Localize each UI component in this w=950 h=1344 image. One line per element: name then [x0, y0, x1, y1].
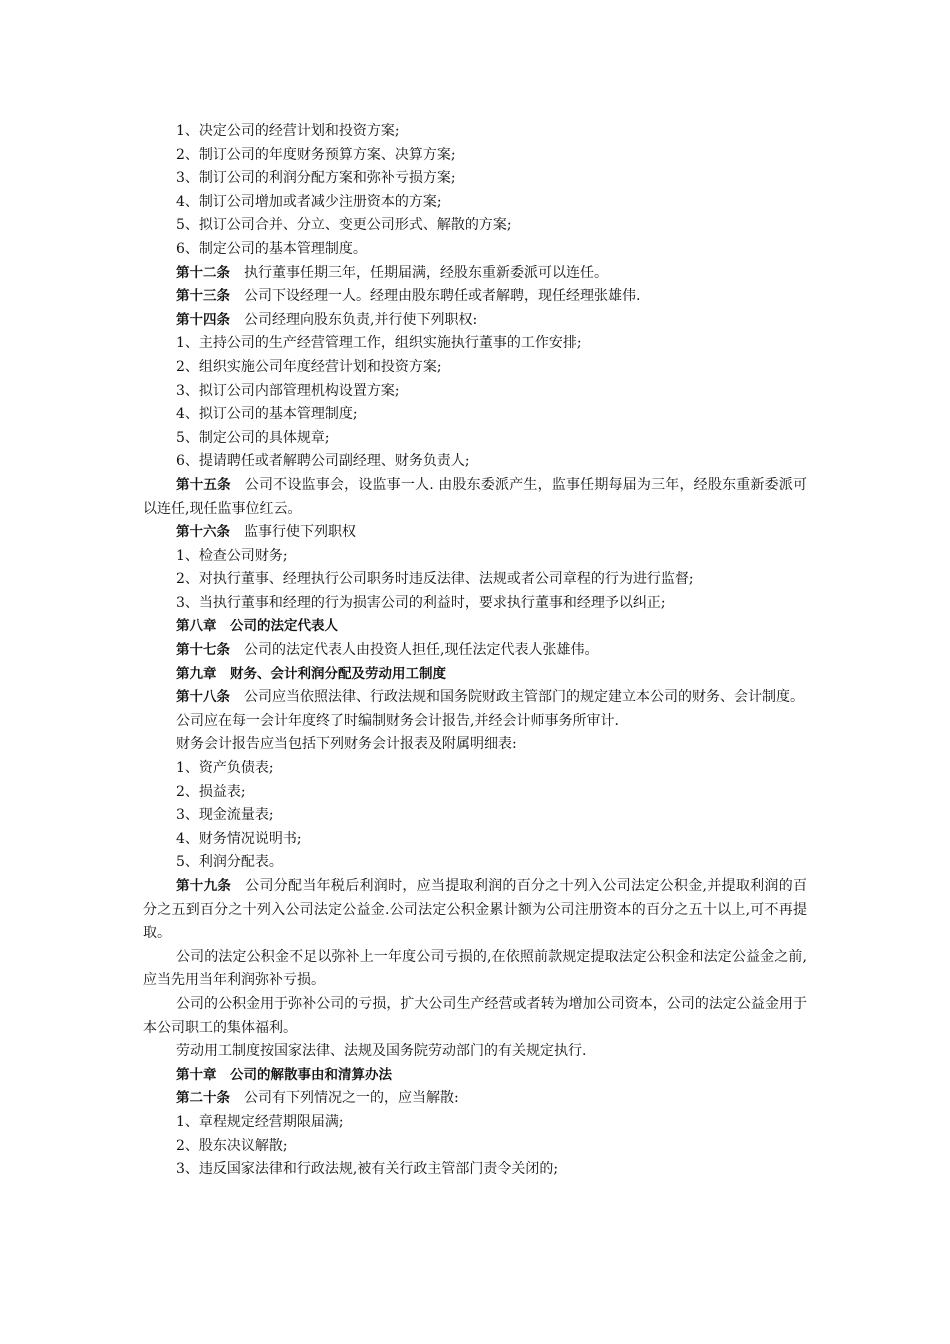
chapter-heading: 第九章 财务、会计利润分配及劳动用工制度	[176, 665, 446, 682]
list-item: 1、章程规定经营期限届满;	[176, 1113, 344, 1130]
list-item: 2、制订公司的年度财务预算方案、决算方案;	[176, 146, 456, 163]
document-page	[143, 120, 807, 1182]
list-item: 1、检查公司财务;	[176, 547, 288, 564]
article-text: 公司经理向股东负责,并行使下列职权:	[244, 311, 478, 328]
paragraph: 公司的法定公积金不足以弥补上一年度公司亏损的,在依照前款规定提取法定公积金和法定公益金之前,应当先用当年利润弥补亏损。	[143, 948, 807, 989]
list-item: 3、当执行董事和经理的行为损害公司的利益时，要求执行董事和经理予以纠正;	[176, 594, 666, 611]
article-paragraph	[143, 686, 807, 710]
article-label: 第十五条	[176, 476, 231, 493]
list-item: 5、制定公司的具体规章;	[176, 429, 330, 446]
list-item: 5、利润分配表。	[176, 854, 283, 871]
article-text: 公司不设监事会，设监事一人. 由股东委派产生，监事任期每届为三年，经股东重新委派可以连任,现任监事位红云。	[143, 476, 808, 517]
article-text: 公司下设经理一人。经理由股东聘任或者解聘，现任经理张雄伟.	[244, 288, 641, 305]
list-item: 3、拟订公司内部管理机构设置方案;	[176, 382, 400, 399]
article-paragraph	[143, 285, 807, 309]
list-item: 4、财务情况说明书;	[176, 830, 302, 847]
list-item: 3、违反国家法律和行政法规,被有关行政主管部门责令关闭的;	[176, 1161, 559, 1178]
article-label: 第十四条	[176, 311, 230, 328]
list-item: 2、组织实施公司年度经营计划和投资方案;	[176, 358, 442, 375]
list-item: 5、拟订公司合并、分立、变更公司形式、解散的方案;	[176, 217, 512, 234]
article-label: 第十六条	[176, 524, 230, 541]
article-label: 第十八条	[176, 689, 230, 706]
article-text: 公司的法定代表人由投资人担任,现任法定代表人张雄伟。	[244, 642, 599, 659]
list-item: 2、股东决议解散;	[176, 1137, 288, 1154]
article-paragraph	[143, 474, 807, 521]
list-item: 4、制订公司增加或者减少注册资本的方案;	[176, 193, 442, 210]
paragraph: 公司的公积金用于弥补公司的亏损，扩大公司生产经营或者转为增加公司资本，公司的法定公益金用于本公司职工的集体福利。	[143, 995, 807, 1036]
article-text: 执行董事任期三年，任期届满，经股东重新委派可以连任。	[244, 264, 608, 281]
list-item: 财务会计报告应当包括下列财务会计报表及附属明细表:	[176, 736, 517, 753]
list-item: 公司应在每一会计年度终了时编制财务会计报告,并经会计师事务所审计.	[176, 712, 619, 729]
list-item: 6、提请聘任或者解聘公司副经理、财务负责人;	[176, 453, 470, 470]
article-paragraph	[143, 639, 807, 663]
list-item: 1、主持公司的生产经营管理工作，组织实施执行董事的工作安排;	[176, 335, 582, 352]
article-text: 公司有下列情况之一的，应当解散:	[244, 1090, 459, 1107]
article-paragraph	[143, 521, 807, 545]
article-text: 公司分配当年税后利润时，应当提取利润的百分之十列入公司法定公积金,并提取利润的百分之五到百分之十列入公司法定公益金.公司法定公积金累计额为公司注册资本的百分之五十以上,可不再提取。	[143, 878, 807, 942]
list-item: 1、资产负债表;	[176, 760, 274, 777]
article-paragraph	[143, 1087, 807, 1111]
article-label: 第十二条	[176, 264, 230, 281]
article-label: 第十七条	[176, 642, 230, 659]
article-paragraph	[143, 309, 807, 333]
list-item: 6、制定公司的基本管理制度。	[176, 240, 367, 257]
article-label: 第十三条	[176, 288, 230, 305]
list-item: 2、对执行董事、经理执行公司职务时违反法律、法规或者公司章程的行为进行监督;	[176, 571, 694, 588]
article-paragraph	[143, 262, 807, 286]
list-item: 4、拟订公司的基本管理制度;	[176, 406, 358, 423]
list-item: 2、损益表;	[176, 783, 246, 800]
article-label: 第十九条	[176, 878, 232, 894]
list-item: 劳动用工制度按国家法律、法规及国务院劳动部门的有关规定执行.	[176, 1043, 587, 1060]
article-paragraph	[143, 875, 807, 946]
chapter-heading: 第十章 公司的解散事由和清算办法	[176, 1066, 392, 1083]
article-label: 第二十条	[176, 1090, 230, 1107]
chapter-heading: 第八章 公司的法定代表人	[176, 618, 338, 635]
list-item: 3、现金流量表;	[176, 807, 274, 824]
article-text: 公司应当依照法律、行政法规和国务院财政主管部门的规定建立本公司的财务、会计制度。	[244, 689, 804, 706]
list-item: 3、制订公司的利润分配方案和弥补亏损方案;	[176, 170, 456, 187]
list-item: 1、决定公司的经营计划和投资方案;	[176, 123, 400, 139]
article-text: 监事行使下列职权	[244, 524, 356, 541]
